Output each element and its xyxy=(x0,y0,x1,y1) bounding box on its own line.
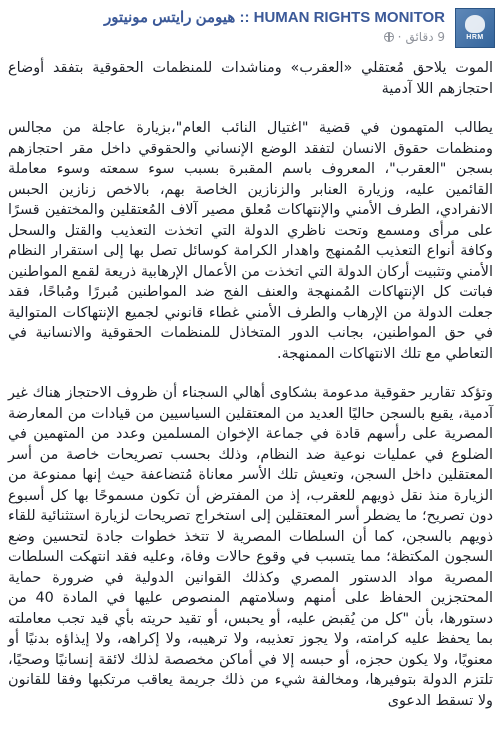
post-meta xyxy=(384,30,445,44)
hrm-logo-icon xyxy=(465,15,485,33)
post-timestamp[interactable]: 9 دقائق xyxy=(405,30,445,44)
page-name-link[interactable]: HUMAN RIGHTS MONITOR :: هيومن رايتس مونيتور xyxy=(104,9,445,26)
meta-separator: · xyxy=(397,30,402,44)
page-avatar[interactable] xyxy=(455,8,495,48)
post-body xyxy=(8,58,493,730)
globe-icon[interactable] xyxy=(384,32,394,42)
post-title: الموت يلاحق مُعتقلي «العقرب» ومناشدات للمنظمات الحقوقية بتفقد أوضاع احتجازهم اللا آدمية xyxy=(8,60,493,97)
post-paragraph-2: وتؤكد تقارير حقوقية مدعومة بشكاوى أهالي السجناء أن ظروف الاحتجاز هناك غير آدمية، يقبع بالسجن حاليًا العديد من المعتقلين السياسيين من قيادات من المعارضة المصرية على رأسهم قادة في جماعة الإخوان المسلمين وعدد من المتهمين في الضلوع في عمليات نوعية ضد النظام، وذلك بحسب تصريحات خاصة من أسر المعتقلين داخل السجن، وتعيش تلك الأسر معاناة مُتضاعفة حيث إنها ممنوعة من الزيارة منذ نقل ذويهم للعقرب، إذ من المفترض أن تكون مسموحًا بها كل أسبوع دون تصريح؛ ما يضطر أسر المعتقلين إلى استخراج تصريحات لزيارة استثنائية للقاء ذويهم بالسجن، كما أن السلطات المصرية لا تتخذ خطوات جادة لتحسين وضع السجون المكتظة؛ مما يتسبب في وقوع حالات وفاة، وعليه فقد انتهكت السلطات المصرية مواد الدستور المصري وكذلك القوانين الدولية في ضرورة حماية المحتجزين الحفاظ على أمنهم وسلامتهم المنصوص عليها في المادة 40 من دستورها، بأن "كل من يُقبض عليه، أو يحبس، أو تقيد حريته بأي قيد تجب معاملته بما يحفظ عليه كرامته، ولا يجوز تعذيبه، ولا ترهيبه، ولا إكراهه، ولا إيذاؤه بدنيًا أو معنويًا، ولا يكون حجزه، أو حبسه إلا في أماكن مخصصة لذلك لائقة إنسانيًا وصحيًا، تلتزم الدولة بتوفيرها، ومخالفة شيء من ذلك جريمة يعاقب مرتكبها وفقا للقانون ولا تسقط الدعوى xyxy=(8,385,493,709)
avatar-logo-text: HRM xyxy=(466,34,484,41)
post-header xyxy=(8,6,495,56)
post-paragraph-1: يطالب المتهمون في قضية "اغتيال النائب العام"،بزيارة عاجلة من مجالس ومنظمات حقوق الانسان لتفقد الوضع الإنساني والحقوقي داخل مقر احتجازهم بسجن "العقرب"، المعروف باسم المقبرة بسبب سوء سمعته وسوء معاملة القائمين عليه، وزيارة العنابر والزنازين الخاصة بهم، بالاخص زنازين الحبس الانفرادي، الطرف الأمني والإنتهاكات مُعلق مصير آلاف المُعتقلين والمختفين قسرًا على مرأى ومسمع وتحت ناظري الدولة التي اتخذت التعذيب والقتل والسحل وكافة أنواع التعذيب المُمنهج واهدار الكرامة كوسائل تصل بها إلى استقرار النظام الأمني وتثبيت أركان الدولة التي اتخذت من الأعمال الإرهابية ذريعة لقمع المواطنين فباتت كل الإنتهاكات المُمنهجة والعنف الفج ضد المواطنين مُبررًا ومُباحًا، فقد جعلت الدولة من الإرهاب والطرف الأمني غطاء قانوني لجميع الإنتهاكات المتوالية في حق المواطنين، بجانب الدور المتخاذل للمنظمات الحقوقية والانسانية في التعاطي مع تلك الانتهاكات الممنهجة. xyxy=(8,120,493,362)
